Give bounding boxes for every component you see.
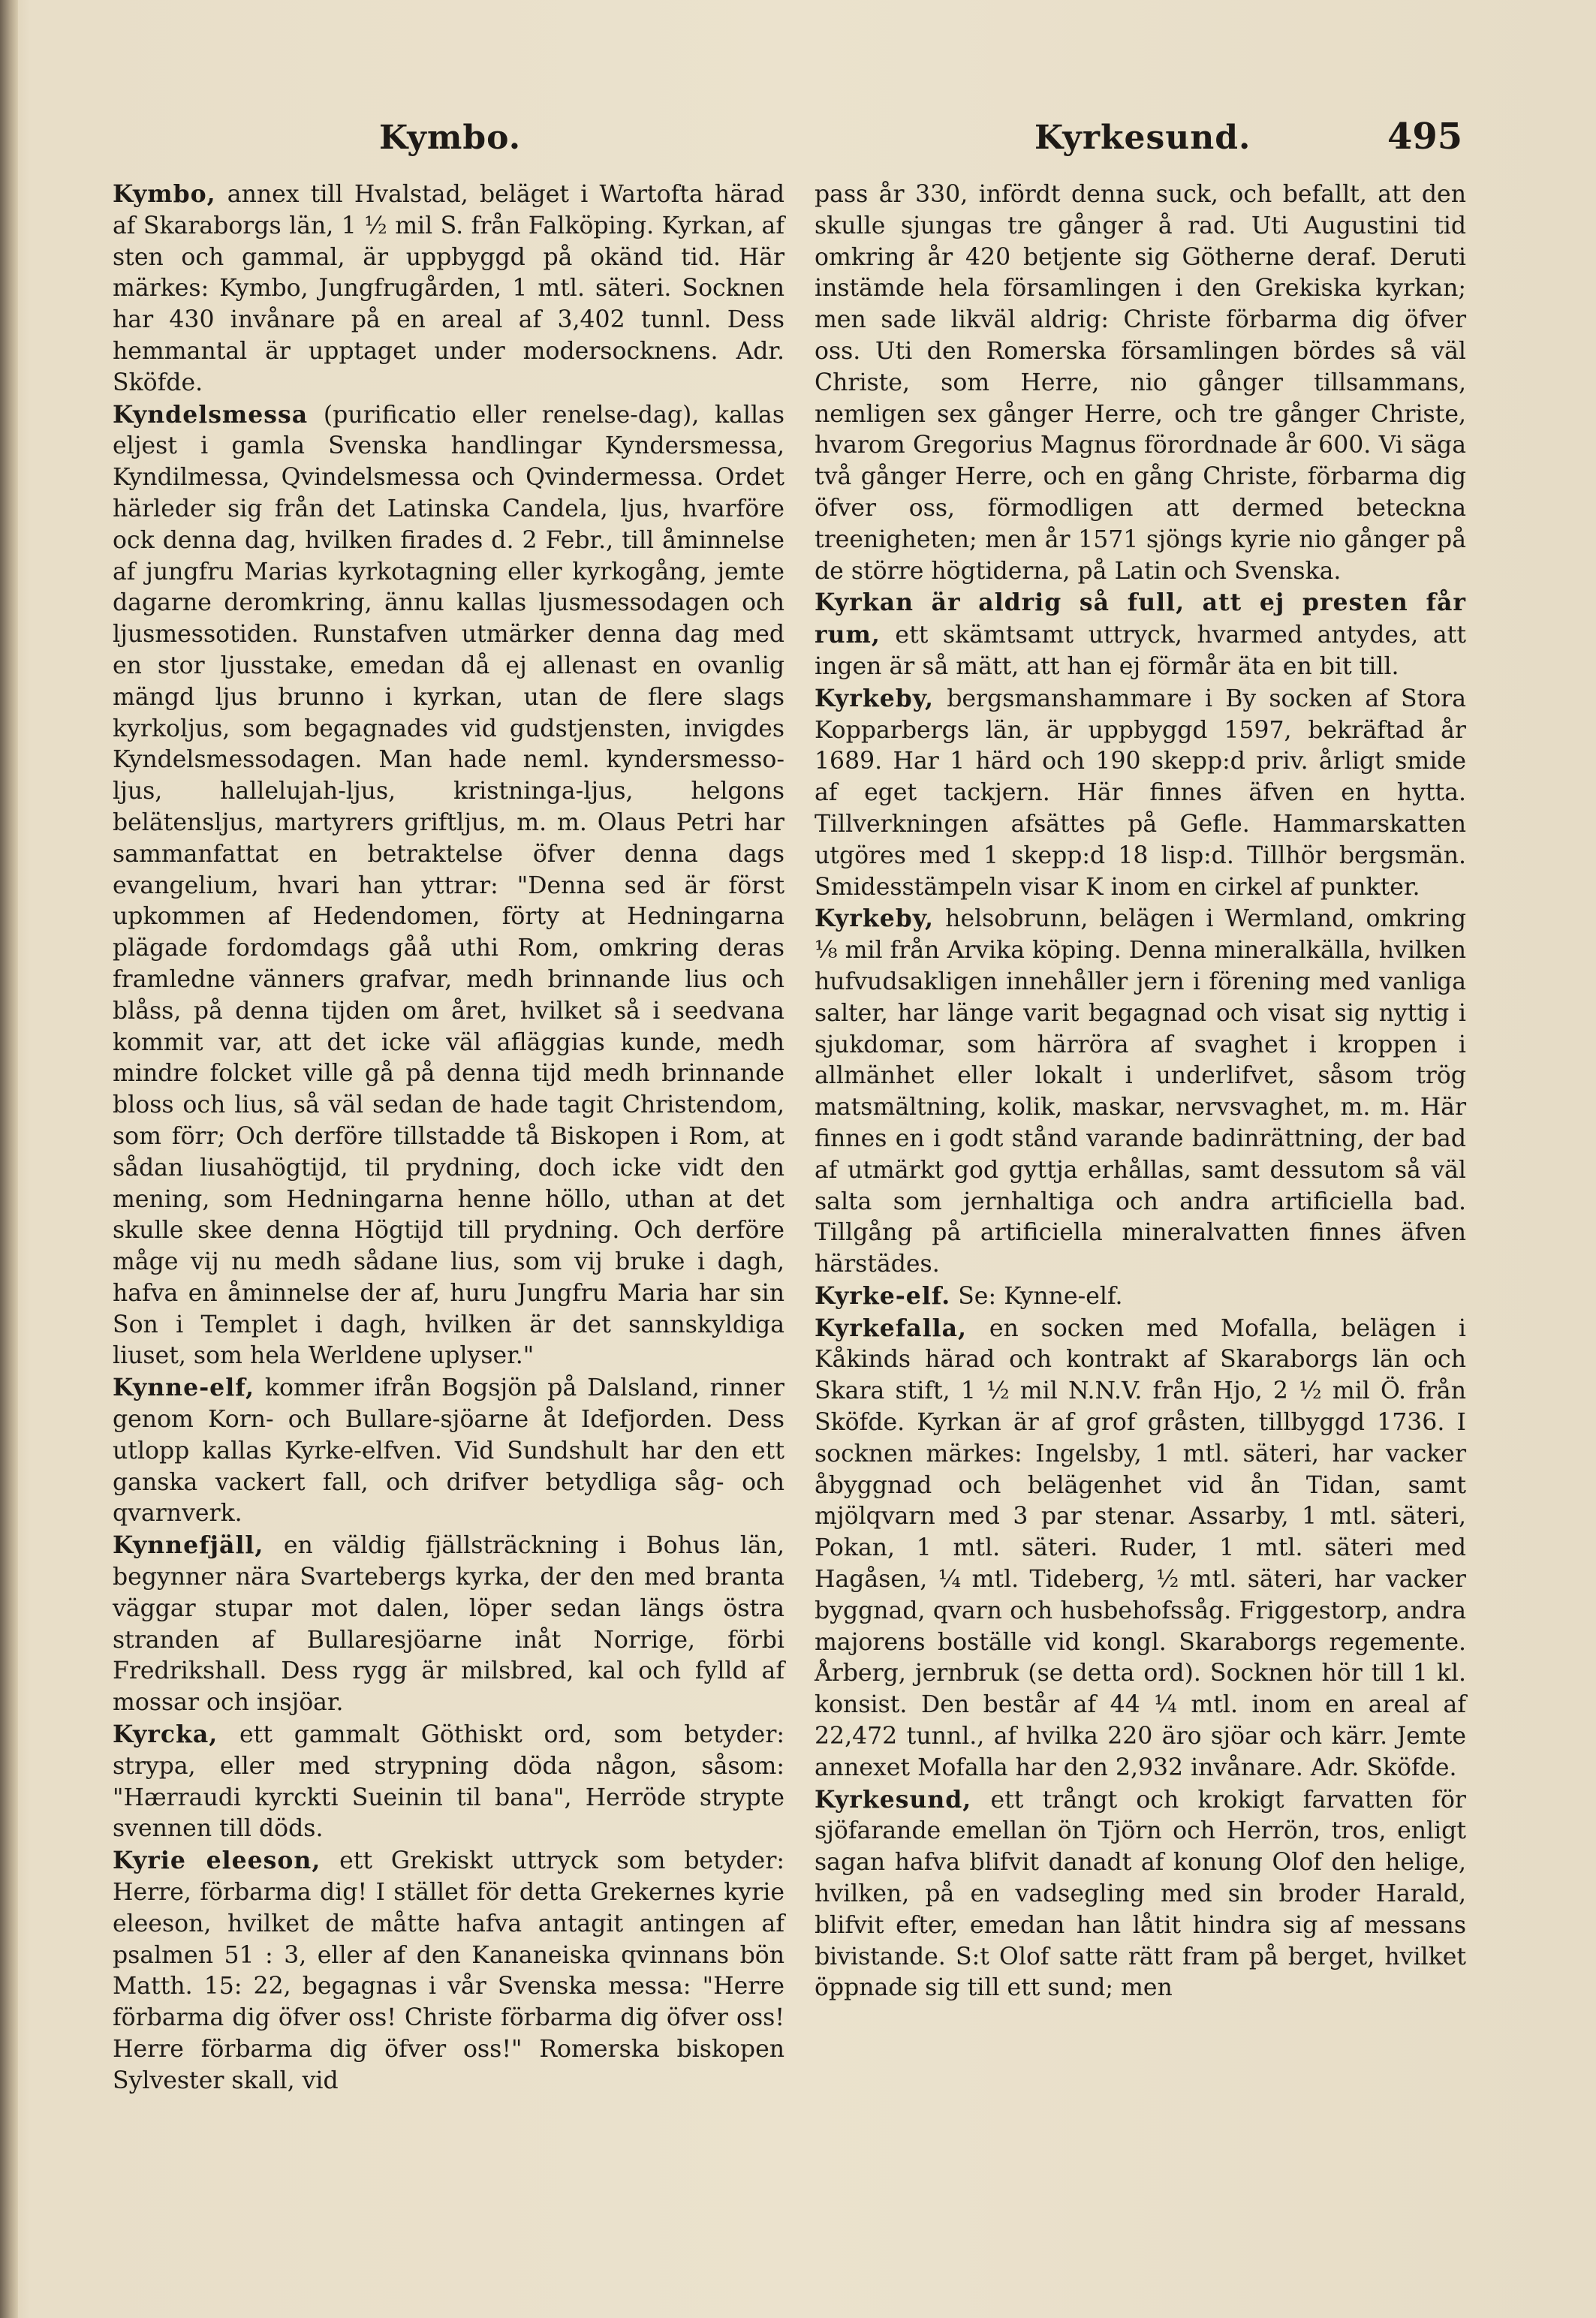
entry-headword: Kyrke-elf. bbox=[815, 1281, 951, 1310]
entry-headword: Kyndelsmessa bbox=[113, 400, 309, 429]
entry-headword: Kynnefjäll, bbox=[113, 1531, 264, 1560]
entry-text: ett skämtsamt uttryck, hvarmed antydes, att ingen är så mätt, att han ej förmår äta en bit till. bbox=[815, 622, 1466, 680]
entry-text: ett trångt och krokigt farvatten för sjöfarande emellan ön Tjörn och Herrön, tros, enligt sagan hafva blifvit danadt af konung Olof den helige, hvilken, på en vadsegling med sin broder Harald, blifvit efter, emedan han låtit hindra sig af messans bivistande. S:t Olof satte rätt fram på berget, hvilket öppnade sig till ett sund; men bbox=[815, 1786, 1466, 2002]
entry-headword: Kymbo, bbox=[113, 180, 216, 208]
entry-text: en socken med Mofalla, belägen i Kåkinds härad och kontrakt af Skaraborgs län och Skara stift, 1 ½ mil N.N.V. från Hjo, 2 ½ mil Ö. från Sköfde. Kyrkan är af grof gråsten, tillbyggd 1736. I socknen märkes: Ingelsby, 1 mtl. säteri, har vacker åbyggnad och belägenhet vid ån Tidan, samt mjölqvarn med 3 par stenar. Assarby, 1 mtl. säteri, Pokan, 1 mtl. säteri. Ruder, 1 mtl. säteri med Hagåsen, ¼ mtl. Tideberg, ½ mtl. säteri, har vacker byggnad, qvarn och husbehofssåg. Friggestorp, andra majorens boställe vid kongl. Skaraborgs regemente. Årberg, jernbruk (se detta ord). Socknen hör till 1 kl. konsist. Den består af 44 ¼ mtl. inom en areal af 22,472 tunnl., af hvilka 220 äro sjöar och kärr. Jemte annexet Mofalla har den 2,932 invånare. Adr. Sköfde. bbox=[815, 1314, 1466, 1781]
entry-text: kommer ifrån Bogsjön på Dalsland, rinner genom Korn- och Bullare-sjöarne åt Idefjorden. Dess utlopp kallas Kyrke-elfven. Vid Sundshult har den ett ganska vackert fall, och drifver betydliga såg- och qvarnverk. bbox=[113, 1374, 784, 1528]
page-number: 495 bbox=[1387, 116, 1463, 158]
entry-text: helsobrunn, belägen i Wermland, omkring ⅛ mil från Arvika köping. Denna mineralkälla, hvilken hufvudsakligen innehåller jern i förening med vanliga salter, har länge varit begagnad och visat sig nyttig i sjukdomar, som härröra af svaghet i kroppen i allmänhet eller lokalt i underlifvet, såsom trög matsmältning, kolik, maskar, nervsvaghet, m. m. Här finnes en i godt stånd varande badinrättning, der bad af utmärkt god gyttja erhållas, samt dessutom så väl salta som jernhaltiga och andra artificiella bad. Tillgång på artificiella mineralvatten finnes äfven härstädes. bbox=[815, 905, 1466, 1278]
entry-text: ett gammalt Göthiskt ord, som betyder: strypa, eller med strypning döda någon, såsom: "Hærraudi kyrckti Sueinin til bana", Herröde strypte svennen till döds. bbox=[113, 1721, 784, 1843]
entry-headword: Kyrkeby, bbox=[815, 684, 935, 712]
entry bbox=[815, 1313, 1466, 1784]
entry bbox=[113, 1530, 784, 1719]
entry bbox=[815, 587, 1466, 682]
entry-headword: Kynne-elf, bbox=[113, 1374, 255, 1402]
entry-headword: Kyrkesund, bbox=[815, 1785, 972, 1814]
entry bbox=[113, 1372, 784, 1530]
entry-headword: Kyrie eleeson, bbox=[113, 1847, 321, 1875]
entry-text: annex till Hvalstad, beläget i Wartofta härad af Skaraborgs län, 1 ½ mil S. från Falköping. Kyrkan, af sten och gammal, är uppbyggd på okänd tid. Här märkes: Kymbo, Jungfrugården, 1 mtl. säteri. Socknen har 430 invånare på en areal af 3,402 tunnl. Dess hemmantal är upptaget under modersocknens. Adr. Sköfde. bbox=[113, 181, 784, 396]
entry-text: en väldig fjällsträckning i Bohus län, begynner nära Svartebergs kyrka, der den med branta väggar stupar mot dalen, löper sedan längs östra stranden af Bullaresjöarne inåt Norrige, förbi Fredrikshall. Dess rygg är milsbred, kal och fylld af mossar och insjöar. bbox=[113, 1532, 784, 1717]
header-right-title: Kyrkesund. bbox=[1034, 119, 1251, 157]
entry bbox=[113, 1845, 784, 2097]
entry-headword: Kyrkan är aldrig så full, att ej presten får rum, bbox=[815, 589, 1466, 649]
entry-headword: Kyrkefalla, bbox=[815, 1314, 967, 1342]
book-spine-shadow bbox=[0, 0, 18, 2318]
entry bbox=[815, 683, 1466, 904]
entry bbox=[113, 399, 784, 1373]
entry-text: (purificatio eller renelse-dag), kallas eljest i gamla Svenska handlingar Kyndersmessa, Kyndilmessa, Qvindelsmessa och Qvindermessa. Ordet härleder sig från det Latinska Candela, ljus, hvarföre ock denna dag, hvilken firades d. 2 Febr., till åminnelse af jungfru Marias kyrkotagning eller kyrkogång, jemte dagarne deromkring, ännu kallas ljusmessodagen och ljusmessotiden. Runstafven utmärker denna dag med en stor ljusstake, emedan då ej allenast en ovanlig mängd ljus brunno i kyrkan, utan de flere slags kyrkoljus, som begagnades vid gudstjensten, invigdes Kyndelsmessodagen. Man hade neml. kyndersmesso-ljus, hallelujah-ljus, kristninga-ljus, helgons belätensljus, martyrers griftljus, m. m. Olaus Petri har sammanfattat en betraktelse öfver denna dags evangelium, hvari han yttrar: "Denna sed är först upkommen af Hedendomen, förty at Hedningarna plägade fordomdags gåå uthi Rom, omkring deras framledne vänners grafvar, medh brinnande lius och blåss, på denna tijden om året, hvilket så i seedvana kommit var, att det icke väl afläggias kunde, medh mindre folcket ville gå på denna tijd medh brinnande bloss och lius, så väl sedan de hade tagit Christendom, som förr; Och derföre tillstadde tå Biskopen i Rom, at sådan liusahögtijd, til prydning, doch icke vidt den mening, som Hedningarna henne höllo, uthan at det skulle skee denna Högtijd till prydning. Och derföre måge vij nu medh sådane lius, som vij bruke i dagh, hafva en åminnelse der af, huru Jungfru Maria har sin Son i Templet i dagh, hvilken är det sannskyldiga liuset, som hela Werldene uplyser." bbox=[113, 401, 784, 1370]
entry bbox=[113, 1719, 784, 1845]
entry-text: Se: Kynne-elf. bbox=[950, 1282, 1123, 1310]
header-left-title: Kymbo. bbox=[379, 119, 522, 157]
entry-text: ett Grekiskt uttryck som betyder: Herre, förbarma dig! I stället för detta Grekernes kyrie eleeson, hvilket de måtte hafva antagit antingen af psalmen 51 : 3, eller af den Kananeiska qvinnans bön Matth. 15: 22, begagnas i vår Svenska messa: "Herre förbarma dig öfver oss! Christe förbarma dig öfver oss! Herre förbarma dig öfver oss!" Romerska biskopen Sylvester skall, vid bbox=[113, 1847, 784, 2094]
entry-text: pass år 330, infördt denna suck, och befallt, att den skulle sjungas tre gånger å rad. Uti Augustini tid omkring år 420 betjente sig Götherne deraf. Deruti instämde hela församlingen i den Grekiska kyrkan; men sade likväl aldrig: Christe förbarma dig öfver oss. Uti den Romerska församlingen bördes så väl Christe, som Herre, nio gånger tillsammans, nemligen sex gånger Herre, och tre gånger Christe, hvarom Gregorius Magnus förordnade år 600. Vi säga två gånger Herre, och en gång Christe, förbarma dig öfver oss, förmodligen att dermed beteckna treenigheten; men år 1571 sjöngs kyrie nio gånger på de större högtiderna, på Latin och Svenska. bbox=[815, 181, 1466, 585]
entry bbox=[113, 179, 784, 399]
running-header bbox=[113, 116, 1464, 164]
entry bbox=[815, 903, 1466, 1281]
entry-continuation bbox=[815, 179, 1466, 587]
right-column bbox=[815, 179, 1466, 2004]
entry bbox=[815, 1281, 1466, 1313]
entry-text: bergsmanshammare i By socken af Stora Kopparbergs län, är uppbyggd 1597, bekräftad år 1689. Har 1 härd och 190 skepp:d priv. årligt smide af eget tackjern. Här finnes äfven en hytta. Tillverkningen afsättes på Gefle. Hammarskatten utgöres med 1 skepp:d 18 lisp:d. Tillhör bergsmän. Smidesstämpeln visar K inom en cirkel af punkter. bbox=[815, 685, 1466, 901]
left-column bbox=[113, 179, 784, 2097]
entry bbox=[815, 1784, 1466, 2005]
entry-headword: Kyrcka, bbox=[113, 1720, 218, 1749]
entry-headword: Kyrkeby, bbox=[815, 905, 935, 933]
